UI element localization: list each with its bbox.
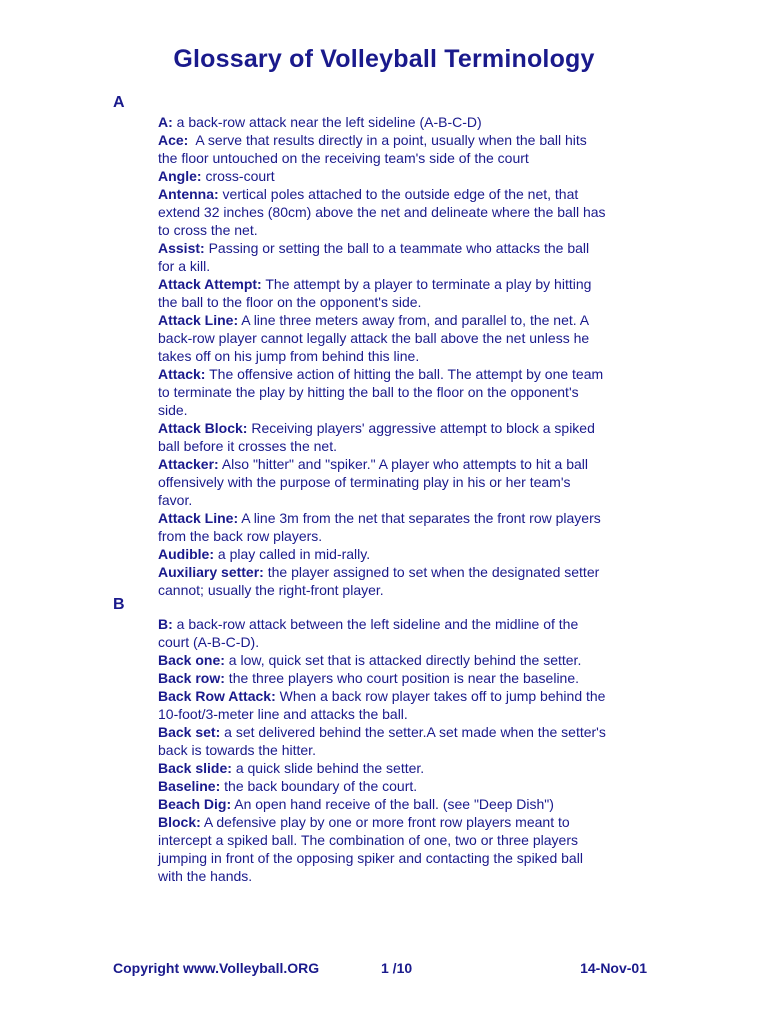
glossary-definition: An open hand receive of the ball. (see "Deep Dish"): [231, 796, 554, 812]
glossary-entry: [158, 615, 608, 651]
glossary-entry: [158, 759, 608, 777]
glossary-term: Back row:: [158, 670, 225, 686]
glossary-term: Attack Block:: [158, 420, 248, 436]
glossary-definition: a play called in mid-rally.: [214, 546, 371, 562]
glossary-definition: the three players who court position is near the baseline.: [224, 670, 580, 686]
glossary-section-b: [158, 615, 608, 885]
glossary-definition: a quick slide behind the setter.: [231, 760, 425, 776]
glossary-entry: [158, 419, 608, 455]
glossary-entry: [158, 113, 608, 131]
glossary-term: Auxiliary setter:: [158, 564, 264, 580]
glossary-entry: [158, 563, 608, 599]
glossary-definition: A serve that results directly in a point, usually when the ball hits the floor untouched on the receiving team's side of the court: [158, 132, 591, 166]
page-footer: [113, 960, 653, 978]
glossary-definition: When a back row player takes off to jump behind the 10-foot/3-meter line and attacks the ball.: [158, 688, 610, 722]
page-title: Glossary of Volleyball Terminology: [173, 45, 595, 73]
glossary-term: Baseline:: [158, 778, 221, 794]
section-letter-a: A: [113, 94, 125, 111]
footer-copyright: Copyright www.Volleyball.ORG: [113, 960, 320, 976]
glossary-term: Angle:: [158, 168, 202, 184]
glossary-term: Assist:: [158, 240, 205, 256]
glossary-entry: [158, 545, 608, 563]
glossary-entry: [158, 275, 608, 311]
glossary-entry: [158, 365, 608, 419]
glossary-term: Attack Attempt:: [158, 276, 262, 292]
glossary-definition: A defensive play by one or more front row players meant to intercept a spiked ball. The combination of one, two or three players jumping in front of the opposing spiker and contacting the spiked ball with the hands.: [158, 814, 587, 884]
glossary-term: Attack Line:: [158, 510, 239, 526]
glossary-term: Back slide:: [158, 760, 232, 776]
glossary-definition: The attempt by a player to terminate a play by hitting the ball to the floor on the opponent's side.: [158, 276, 596, 310]
glossary-term: Attacker:: [158, 456, 219, 472]
footer-date: 14-Nov-01: [580, 960, 647, 976]
glossary-definition: a back-row attack between the left sideline and the midline of the court (A-B-C-D).: [158, 616, 583, 650]
glossary-entry: [158, 239, 608, 275]
glossary-term: Attack Line:: [158, 312, 239, 328]
glossary-definition: cross-court: [201, 168, 275, 184]
glossary-entry: [158, 509, 608, 545]
glossary-section-a: [158, 113, 608, 599]
glossary-entry: [158, 131, 608, 167]
glossary-term: Audible:: [158, 546, 214, 562]
glossary-definition: Also "hitter" and "spiker." A player who attempts to hit a ball offensively with the purpose of terminating play in his or her team's favor.: [158, 456, 592, 508]
glossary-entry: [158, 777, 608, 795]
glossary-definition: The offensive action of hitting the ball. The attempt by one team to terminate the play by hitting the ball to the floor on the opponent's side.: [158, 366, 608, 418]
glossary-entry: [158, 311, 608, 365]
glossary-term: Antenna:: [158, 186, 219, 202]
glossary-entry: [158, 795, 608, 813]
glossary-definition: a low, quick set that is attacked directly behind the setter.: [224, 652, 582, 668]
glossary-definition: a set delivered behind the setter.A set made when the setter's back is towards the hitter.: [158, 724, 610, 758]
glossary-definition: Passing or setting the ball to a teammate who attacks the ball for a kill.: [158, 240, 594, 274]
glossary-entry: [158, 455, 608, 509]
glossary-term: Back set:: [158, 724, 221, 740]
glossary-entry: [158, 723, 608, 759]
glossary-entry: [158, 167, 608, 185]
glossary-definition: the player assigned to set when the designated setter cannot; usually the right-front player.: [158, 564, 604, 598]
glossary-term: Attack:: [158, 366, 206, 382]
glossary-entry: [158, 185, 608, 239]
glossary-entry: [158, 669, 608, 687]
section-letter-b: B: [113, 596, 125, 613]
footer-page-number: 1 /10: [381, 960, 413, 976]
glossary-entry: [158, 687, 608, 723]
glossary-definition: a back-row attack near the left sideline (A-B-C-D): [172, 114, 482, 130]
glossary-term: Back Row Attack:: [158, 688, 276, 704]
glossary-term: B:: [158, 616, 173, 632]
glossary-term: A:: [158, 114, 173, 130]
glossary-term: Block:: [158, 814, 201, 830]
glossary-entry: [158, 651, 608, 669]
glossary-term: Ace:: [158, 132, 189, 148]
glossary-term: Back one:: [158, 652, 225, 668]
glossary-term: Beach Dig:: [158, 796, 232, 812]
glossary-definition: Receiving players' aggressive attempt to block a spiked ball before it crosses the net.: [158, 420, 599, 454]
glossary-definition: A line three meters away from, and parallel to, the net. A back-row player cannot legally attack the ball above the net unless he takes off on his jump from behind this line.: [158, 312, 594, 364]
glossary-definition: vertical poles attached to the outside edge of the net, that extend 32 inches (80cm) above the net and delineate where the ball has to cross the net.: [158, 186, 610, 238]
glossary-definition: A line 3m from the net that separates the front row players from the back row players.: [158, 510, 605, 544]
glossary-definition: the back boundary of the court.: [220, 778, 418, 794]
glossary-entry: [158, 813, 608, 885]
